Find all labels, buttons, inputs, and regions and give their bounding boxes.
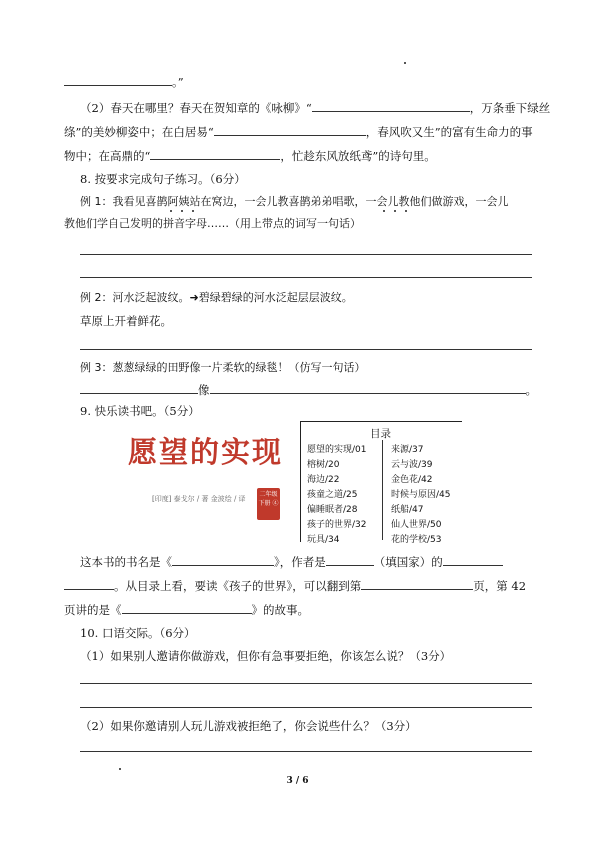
toc-item: 孩童之道/25 <box>307 490 358 500</box>
q10-prompt-2: （2）如果你邀请别人玩儿游戏被拒绝了，你会说些什么？（3分） <box>80 719 417 733</box>
emphasis-dot <box>192 210 194 212</box>
answer-blank[interactable] <box>64 73 172 86</box>
q9-text: 。从目录上看，要读《孩子的世界》，可以翻到第 <box>114 579 362 593</box>
q10-prompt-1: （1）如果别人邀请你做游戏，但你有急事要拒绝，你该怎么说？（3分） <box>80 649 452 663</box>
q9-line-3 <box>64 601 309 618</box>
q10-title: 10. 口语交际。（6分） <box>80 626 196 640</box>
toc-item: 花的学校/53 <box>391 535 442 545</box>
q8-example2: 例 2：河水泛起波纹。➜碧绿碧绿的河水泛起层层波纹。 <box>80 291 353 304</box>
toc-item: 偏睡眠者/28 <box>307 505 358 515</box>
emphasis-dot <box>383 210 385 212</box>
toc-heading: 目录 <box>370 428 391 440</box>
toc-item: 仙人世界/50 <box>391 520 442 530</box>
q9-text: （填国家）的 <box>373 555 443 569</box>
q7-text: ，春风吹又生”的富有生命力的事 <box>365 125 533 139</box>
q7-line-2 <box>80 99 550 116</box>
emphasis-dot <box>170 210 172 212</box>
q9-title: 9. 快乐读书吧。（5分） <box>80 404 200 418</box>
q7-text: 物中；在高鼎的“ <box>64 149 151 163</box>
q7-text: 绦”的美妙柳姿中；在白居易“ <box>64 125 214 139</box>
q9-line-1 <box>80 553 503 570</box>
q7-line1-end: 。” <box>172 75 184 89</box>
q7-line-3 <box>64 123 533 140</box>
toc-border <box>300 421 301 542</box>
toc-item: 金色花/42 <box>391 475 433 485</box>
q9-text: 》的故事。 <box>251 603 309 617</box>
answer-blank[interactable] <box>443 553 503 566</box>
toc-item: 海边/22 <box>307 475 340 485</box>
toc-item: 云与波/39 <box>391 460 433 470</box>
answer-line[interactable] <box>80 707 532 708</box>
answer-blank[interactable] <box>312 99 470 112</box>
answer-line[interactable] <box>80 751 532 752</box>
answer-line[interactable] <box>80 683 532 684</box>
answer-blank[interactable] <box>214 123 366 136</box>
q9-text: 页讲的是《 <box>64 603 122 617</box>
answer-blank[interactable] <box>80 381 198 394</box>
emphasis-dot <box>181 210 183 212</box>
answer-line[interactable] <box>80 277 532 278</box>
q8-example1-line2: 教他们学自己发明的拼音字母……（用上带点的词写一句话） <box>64 217 361 230</box>
answer-blank[interactable] <box>150 147 280 160</box>
q7-text: ，忙趁东风放纸鸢”的诗句里。 <box>280 149 436 163</box>
answer-blank[interactable] <box>122 601 252 614</box>
q7-text: ，万条垂下绿丝 <box>469 101 551 115</box>
page-number: 3 / 6 <box>286 776 309 786</box>
emphasis-dot <box>405 210 407 212</box>
q8-title: 8. 按要求完成句子练习。（6分） <box>80 172 246 186</box>
q9-line-2 <box>64 577 526 594</box>
answer-blank[interactable] <box>326 553 374 566</box>
scan-speck <box>119 768 121 770</box>
toc-item: 孩子的世界/32 <box>307 520 367 530</box>
answer-line[interactable] <box>80 349 532 350</box>
q8-ex3-end: 。 <box>525 383 537 397</box>
q9-text: 页，第 42 <box>473 579 527 593</box>
toc-divider <box>382 440 383 540</box>
answer-line[interactable] <box>80 254 532 255</box>
q8-example2-task: 草原上开着鲜花。 <box>80 314 172 328</box>
toc-border <box>300 421 462 422</box>
book-cover-credits: [印度] 泰戈尔 / 著 金波绘 / 译 <box>152 495 246 503</box>
answer-blank[interactable] <box>172 553 274 566</box>
scan-speck <box>404 62 406 64</box>
toc-item: 纸船/47 <box>391 505 424 515</box>
q9-text: 》，作者是 <box>274 555 326 569</box>
q7-line-4 <box>64 147 436 164</box>
emphasis-dot <box>394 210 396 212</box>
answer-blank[interactable] <box>210 381 526 394</box>
book-cover-title: 愿望的实现 <box>128 435 284 469</box>
q9-text: 这本书的书名是《 <box>80 555 172 569</box>
q8-example3: 例 3：葱葱绿绿的田野像一片柔软的绿毯！（仿写一句话） <box>80 361 366 374</box>
toc-item: 榕树/20 <box>307 460 340 470</box>
grade-badge: 二年级 下册 ④ <box>257 488 280 520</box>
q8-example3-answer <box>80 381 537 398</box>
answer-blank[interactable] <box>361 577 473 590</box>
q8-example1-line1: 例 1：我看见喜鹊阿姨站在窝边，一会儿教喜鹊弟弟唱歌，一会儿教他们做游戏，一会儿 <box>80 195 509 208</box>
toc-item: 时候与原因/45 <box>391 490 451 500</box>
answer-blank[interactable] <box>64 577 114 590</box>
q8-ex3-mid: 像 <box>198 383 210 397</box>
toc-item: 愿望的实现/01 <box>307 445 367 455</box>
toc-item: 玩具/34 <box>307 535 340 545</box>
toc-item: 来源/37 <box>391 445 424 455</box>
q7-text: （2）春天在哪里？春天在贺知章的《咏柳》“ <box>80 101 312 115</box>
q7-line-1 <box>64 73 184 90</box>
